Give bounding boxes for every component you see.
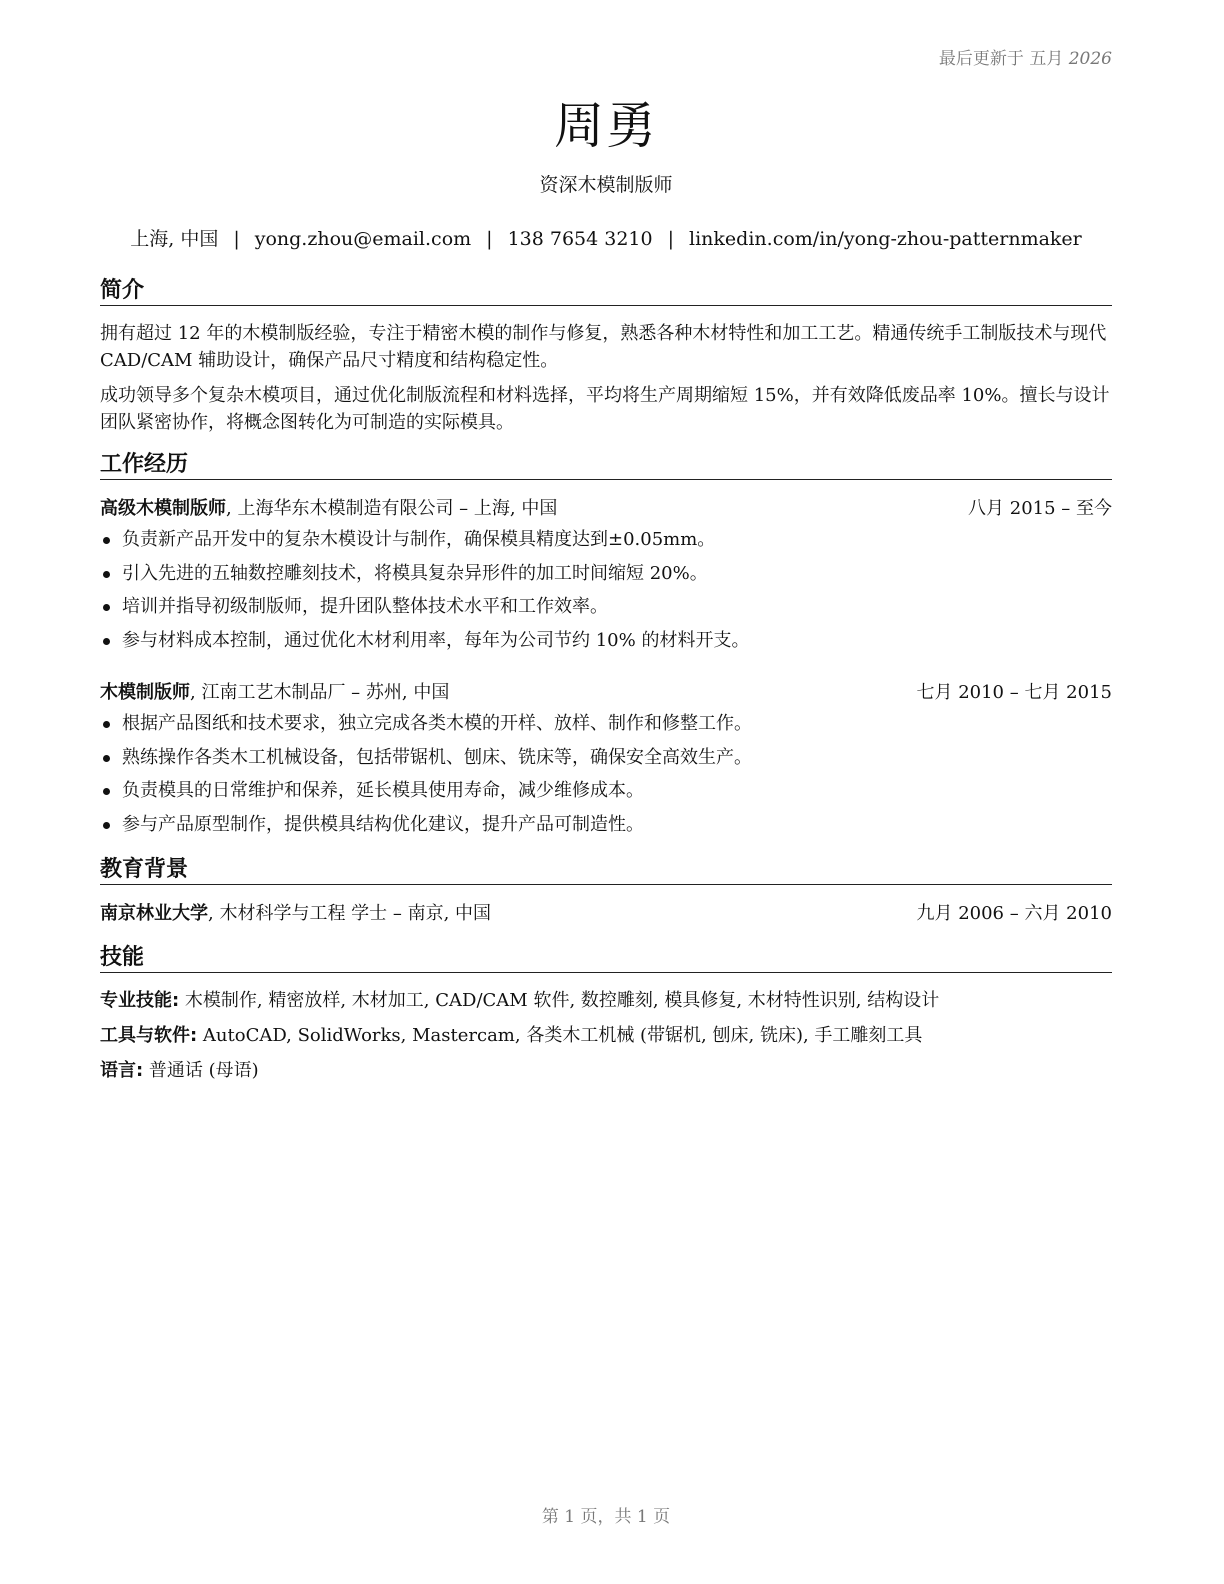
skill-line bbox=[100, 1023, 1112, 1049]
last-updated-label: 最后更新于 五月 bbox=[938, 49, 1064, 69]
education-degree: , 木材科学与工程 学士 – 南京, 中国 bbox=[208, 903, 492, 924]
list-item: 培训并指导初级制版师，提升团队整体技术水平和工作效率。 bbox=[100, 594, 1112, 628]
education-entry bbox=[100, 901, 1112, 927]
skill-label: 语言: bbox=[100, 1060, 144, 1081]
list-item: 引入先进的五轴数控雕刻技术，将模具复杂异形件的加工时间缩短 20%。 bbox=[100, 561, 1112, 595]
section-title-summary: 简介 bbox=[100, 277, 1112, 306]
list-item: 熟练操作各类木工机械设备，包括带锯机、刨床、铣床等，确保安全高效生产。 bbox=[100, 745, 1112, 779]
education-dates: 九月 2006 – 六月 2010 bbox=[916, 903, 1112, 924]
contact-separator: | bbox=[233, 228, 240, 250]
contact-linkedin-link[interactable]: linkedin.com/in/yong-zhou-patternmaker bbox=[689, 228, 1082, 250]
skill-line bbox=[100, 1058, 1112, 1084]
job-header bbox=[100, 496, 1112, 522]
last-updated-year: 2026 bbox=[1068, 49, 1112, 69]
education-school: 南京林业大学 bbox=[100, 903, 208, 924]
section-title-experience: 工作经历 bbox=[100, 451, 1112, 480]
job-title: 木模制版师 bbox=[100, 682, 190, 703]
summary-paragraph: 成功领导多个复杂木模项目，通过优化制版流程和材料选择，平均将生产周期缩短 15%，并有效降低废品率 10%。擅长与设计团队紧密协作，将概念图转化为可制造的实际模具。 bbox=[100, 385, 1110, 433]
section-title-skills: 技能 bbox=[100, 944, 1112, 973]
job-company: , 上海华东木模制造有限公司 – 上海, 中国 bbox=[226, 498, 558, 519]
skill-line bbox=[100, 988, 1112, 1014]
skill-label: 专业技能: bbox=[100, 990, 180, 1011]
contact-phone: 138 7654 3210 bbox=[507, 228, 653, 250]
last-updated bbox=[939, 44, 1112, 69]
contact-separator: | bbox=[486, 228, 493, 250]
job-dates: 八月 2015 – 至今 bbox=[968, 498, 1112, 519]
candidate-name: 周勇 bbox=[554, 97, 658, 155]
list-item: 参与材料成本控制，通过优化木材利用率，每年为公司节约 10% 的材料开支。 bbox=[100, 628, 1112, 662]
contact-location: 上海, 中国 bbox=[130, 228, 219, 250]
candidate-role: 资深木模制版师 bbox=[539, 174, 673, 196]
section-title-education: 教育背景 bbox=[100, 856, 1112, 885]
page-footer: 第 1 页，共 1 页 bbox=[541, 1507, 671, 1527]
job-header bbox=[100, 680, 1112, 706]
job-bullets bbox=[100, 711, 1112, 845]
resume-page bbox=[100, 0, 1112, 1584]
job-bullets bbox=[100, 527, 1112, 661]
contact-line bbox=[100, 224, 1112, 251]
skill-label: 工具与软件: bbox=[100, 1025, 198, 1046]
job-dates: 七月 2010 – 七月 2015 bbox=[916, 682, 1112, 703]
list-item: 根据产品图纸和技术要求，独立完成各类木模的开样、放样、制作和修整工作。 bbox=[100, 711, 1112, 745]
list-item: 负责新产品开发中的复杂木模设计与制作，确保模具精度达到±0.05mm。 bbox=[100, 527, 1112, 561]
skill-value: AutoCAD, SolidWorks, Mastercam, 各类木工机械 (带锯机, 刨床, 铣床), 手工雕刻工具 bbox=[197, 1025, 923, 1046]
skill-value: 普通话 (母语) bbox=[143, 1060, 259, 1081]
summary-paragraph: 拥有超过 12 年的木模制版经验，专注于精密木模的制作与修复，熟悉各种木材特性和加工工艺。精通传统手工制版技术与现代 CAD/CAM 辅助设计，确保产品尺寸精度和结构稳定性。 bbox=[100, 323, 1107, 371]
skill-value: 木模制作, 精密放样, 木材加工, CAD/CAM 软件, 数控雕刻, 模具修复, 木材特性识别, 结构设计 bbox=[179, 990, 940, 1011]
job-title: 高级木模制版师 bbox=[100, 498, 226, 519]
list-item: 负责模具的日常维护和保养，延长模具使用寿命，减少维修成本。 bbox=[100, 778, 1112, 812]
contact-separator: | bbox=[667, 228, 675, 250]
job-company: , 江南工艺木制品厂 – 苏州, 中国 bbox=[190, 682, 450, 703]
contact-email-link[interactable]: yong.zhou@email.com bbox=[254, 228, 472, 250]
list-item: 参与产品原型制作，提供模具结构优化建议，提升产品可制造性。 bbox=[100, 812, 1112, 846]
